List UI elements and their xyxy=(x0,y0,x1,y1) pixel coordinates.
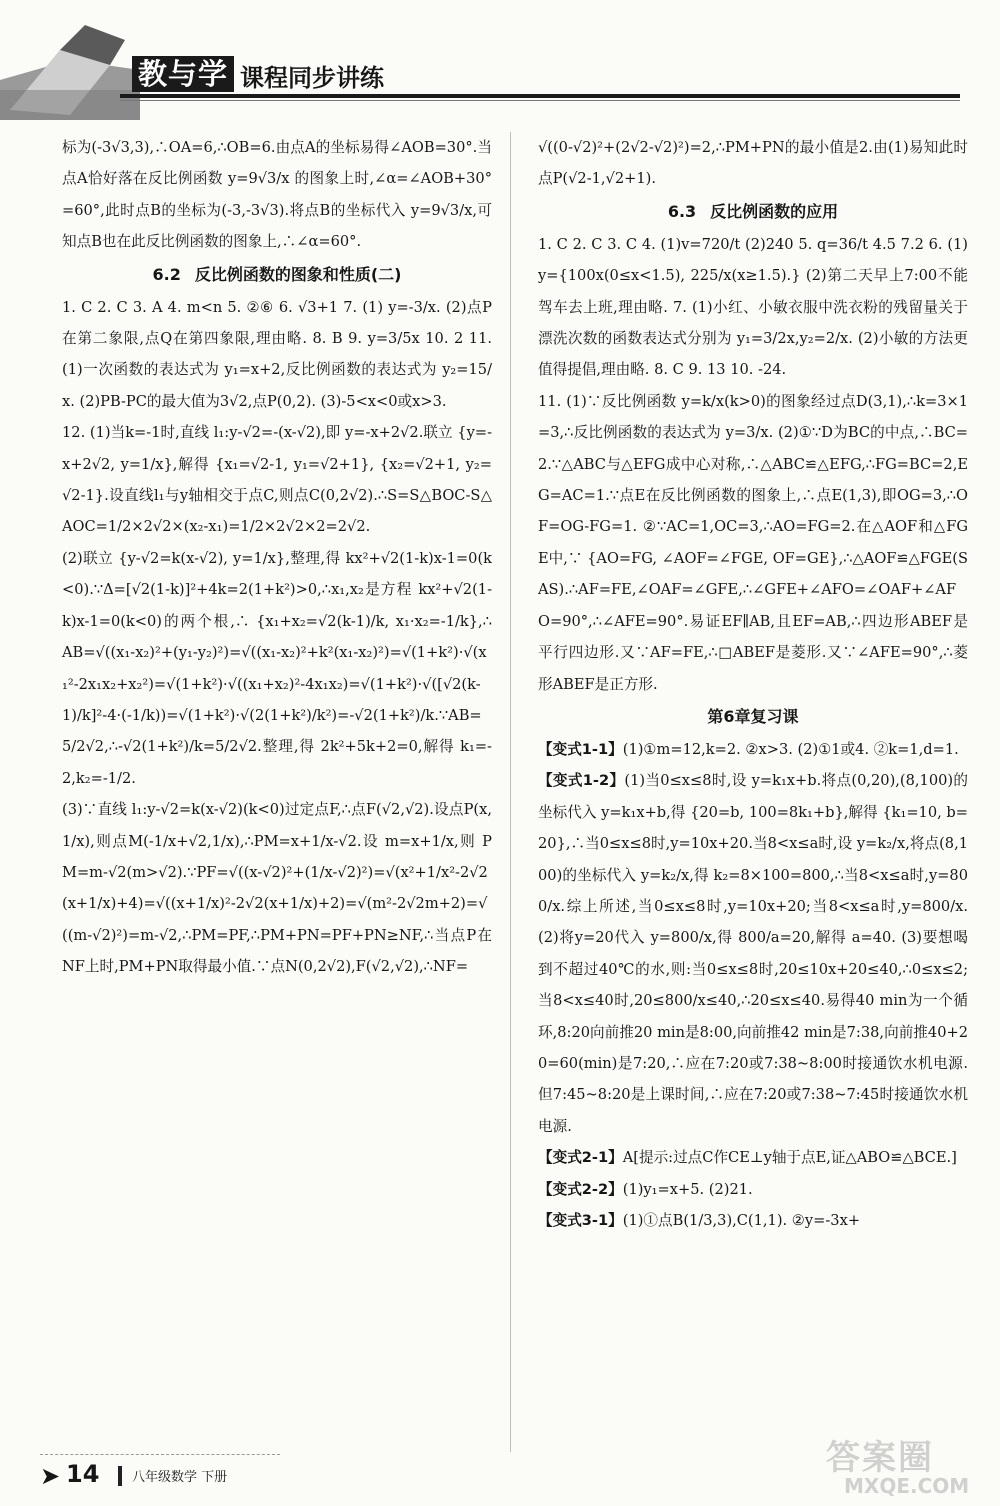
variant-tag: 【变式2-1】 xyxy=(538,1149,623,1167)
answer-list: 1. C 2. C 3. C 4. (1)v=720/t (2)240 5. q=36/t 4.5 7.2 6. (1)y={100x(0≤x<1.5), 225/x(x≥1.5).} (2)第二天早上7:00不能驾车去上班,理由略. 7. (1)小红、小敏衣服中洗衣粉的残留量关于漂洗次数的函数表达式分别为 y₁=3/2x,y₂=2/x. (2)小敏的方法更值得提倡,理由略. 8. C 9. 13 10. -24. xyxy=(538,235,968,379)
watermark-url: MXQE.COM xyxy=(844,1474,970,1498)
question-12-part1: 12. (1)当k=-1时,直线 l₁:y-√2=-(x-√2),即 y=-x+2√2.联立 {y=-x+2√2, y=1/x},解得 {x₁=√2-1, y₁=√2+1}, {x₂=√2+1, y₂=√2-1}.设直线l₁与y轴相交于点C,则点C(0,2√2).∴S=S△BOC-S△AOC=1/2×2√2×(x₂-x₁)=1/2×2√2×2=2√2. xyxy=(62,424,492,536)
variant-1-2 xyxy=(538,765,968,1142)
series-title: 课程同步讲练 xyxy=(240,64,384,92)
page-header xyxy=(0,0,1000,120)
variant-2-2 xyxy=(538,1174,968,1205)
section-heading-6-3 xyxy=(538,195,968,229)
header-rule xyxy=(120,94,960,98)
right-column xyxy=(538,132,968,1236)
answer-list: 1. C 2. C 3. A 4. m<n 5. ②⑥ 6. √3+1 7. (1) y=-3/x. (2)点P在第二象限,点Q在第四象限,理由略. 8. B 9. y=3/5x 10. 2 11. (1)一次函数的表达式为 y₁=x+2,反比例函数的表达式为 y₂=15/x. (2)PB-PC的最大值为3√2,点P(0,2). (3)-5<x<0或x>3. xyxy=(62,298,492,410)
variant-tag: 【变式1-2】 xyxy=(538,772,625,790)
variant-text: (1)①m=12,k=2. ②x>3. (2)①1或4. ②k=1,d=1. xyxy=(622,740,959,758)
hand-computer-illustration xyxy=(0,20,140,120)
column-divider xyxy=(510,132,511,1452)
footer-dashed-rule xyxy=(40,1454,280,1455)
watermark-logo: 答案圈 xyxy=(826,1438,934,1478)
variant-2-1 xyxy=(538,1142,968,1173)
section-number: 6.3 xyxy=(667,201,697,221)
watermark xyxy=(820,1430,990,1504)
question-12-part3: (3)∵直线 l₁:y-√2=k(x-√2)(k<0)过定点F,∴点F(√2,√2).设点P(x,1/x),则点M(-1/x+√2,1/x),∴PM=x+1/x-√2.设 m=x+1/x,则 PM=m-√2(m>√2).∵PF=√((x-√2)²+(1/x-√2)²)=√(x²+1/x²-2√2(x+1/x)+4)=√((x+1/x)²-2√2(x+1/x)+2)=√(m²-2√2m+2)=√((m-√2)²)=m-√2,∴PM=PF,∴PM+PN=PF+PN≥NF,∴当点P在NF上时,PM+PN取得最小值.∵点N(0,2√2),F(√2,√2),∴NF= xyxy=(62,801,492,976)
variant-text: A[提示:过点C作CE⊥y轴于点E,证△ABO≌△BCE.] xyxy=(622,1149,957,1167)
header-rule-thin xyxy=(120,100,960,101)
question-12-part2: (2)联立 {y-√2=k(x-√2), y=1/x},整理,得 kx²+√2(1-k)x-1=0(k<0).∵Δ=[√2(1-k)]²+4k=2(1+k²)>0,∴x₁,x₂是方程 kx²+√2(1-k)x-1=0(k<0)的两个根,∴ {x₁+x₂=√2(k-1)/k, x₁·x₂=-1/k},∴ AB=√((x₁-x₂)²+(y₁-y₂)²)=√((x₁-x₂)²+k²(x₁-x₂)²)=√(1+k²)·√(x₁²-2x₁x₂+x₂²)=√(1+k²)·√((x₁+x₂)²-4x₁x₂)=√(1+k²)·√([√2(k-1)/k]²-4·(-1/k))=√(1+k²)·√(2(1+k²)/k²)=-√2(1+k²)/k.∵AB=5/2√2,∴-√2(1+k²)/k=5/2√2.整理,得 2k²+5k+2=0,解得 k₁=-2,k₂=-1/2. xyxy=(62,549,492,787)
continued-answer: √((0-√2)²+(2√2-√2)²)=2,∴PM+PN的最小值是2.由(1)易知此时点P(√2-1,√2+1). xyxy=(538,139,968,188)
variant-text: (1)当0≤x≤8时,设 y=k₁x+b.将点(0,20),(8,100)的坐标代入 y=k₁x+b,得 {20=b, 100=8k₁+b},解得 {k₁=10, b=20},∴当0≤x≤8时,y=10x+20.当8<x≤a时,设 y=k₂/x,将点(8,100)的坐标代入 y=k₂/x,得 k₂=8×100=800,∴当8<x≤a时,y=800/x.综上所述,当0≤x≤8时,y=10x+20;当8<x≤a时,y=800/x. (2)将y=20代入 y=800/x,得 800/a=20,解得 a=40. (3)要想喝到不超过40℃的水,则:当0≤x≤8时,20≤10x+20≤40,∴0≤x≤2;当8<x≤40时,20≤800/x≤40,∴20≤x≤40.易得40 min为一个循环,8:20向前推20 min是8:00,向前推42 min是7:38,向前推40+20=60(min)是7:20,∴应在7:20或7:38~8:00时接通饮水机电源.但7:45~8:20是上课时间,∴应在7:20或7:38~7:45时接通饮水机电源. xyxy=(538,772,969,1135)
variant-tag: 【变式3-1】 xyxy=(538,1212,623,1229)
question-11: 11. (1)∵反比例函数 y=k/x(k>0)的图象经过点D(3,1),∴k=3×1=3,∴反比例函数的表达式为 y=3/x. (2)①∵D为BC的中点,∴BC=2.∵△ABC与△EFG成中心对称,∴△ABC≌△EFG,∴FG=BC=2,EG=AC=1.∵点E在反比例函数的图象上,∴点E(1,3),即OG=3,∴OF=OG-FG=1. ②∵AC=1,OC=3,∴AO=FG=2.在△AOF和△FGE中,∵ {AO=FG, ∠AOF=∠FGE, OF=GE},∴△AOF≌△FGE(SAS).∴AF=FE,∠OAF=∠GFE,∴∠GFE+∠AFO=∠OAF+∠AFO=90°,∴∠AFE=90°.易证EF∥AB,且EF=AB,∴四边形ABEF是平行四边形.又∵AF=FE,∴□ABEF是菱形.又∵∠AFE=90°,∴菱形ABEF是正方形. xyxy=(538,392,968,693)
variant-text: (1)y₁=x+5. (2)21. xyxy=(622,1180,753,1198)
page-number: 14 xyxy=(66,1460,100,1488)
section-title: 反比例函数的图象和性质(二) xyxy=(194,264,402,284)
review-heading: 第6章复习课 xyxy=(707,706,799,726)
variant-text: (1)①点B(1/3,3),C(1,1). ②y=-3x+ xyxy=(622,1212,861,1229)
variant-3-1 xyxy=(538,1205,968,1236)
grade-subject: 八年级数学 下册 xyxy=(132,1470,228,1485)
variant-1-1 xyxy=(538,734,968,765)
arrow-icon: ➤ xyxy=(40,1462,61,1490)
left-column xyxy=(62,132,492,983)
variant-tag: 【变式2-2】 xyxy=(538,1180,623,1198)
continued-answer: 标为(-3√3,3),∴OA=6,∴OB=6.由点A的坐标易得∠AOB=30°.当点A恰好落在反比例函数 y=9√3/x 的图象上时,∠α=∠AOB+30°=60°,此时点B的坐标为(-3,-3√3).将点B的坐标代入 y=9√3/x,可知点B也在此反比例函数的图象上,∴∠α=60°. xyxy=(62,139,492,251)
footer-separator xyxy=(118,1466,122,1486)
variant-tag: 【变式1-1】 xyxy=(538,740,623,758)
section-number: 6.2 xyxy=(152,264,181,284)
series-logo: 教与学 xyxy=(132,56,234,92)
section-title: 反比例函数的应用 xyxy=(710,201,839,221)
section-heading-6-2 xyxy=(62,258,492,292)
